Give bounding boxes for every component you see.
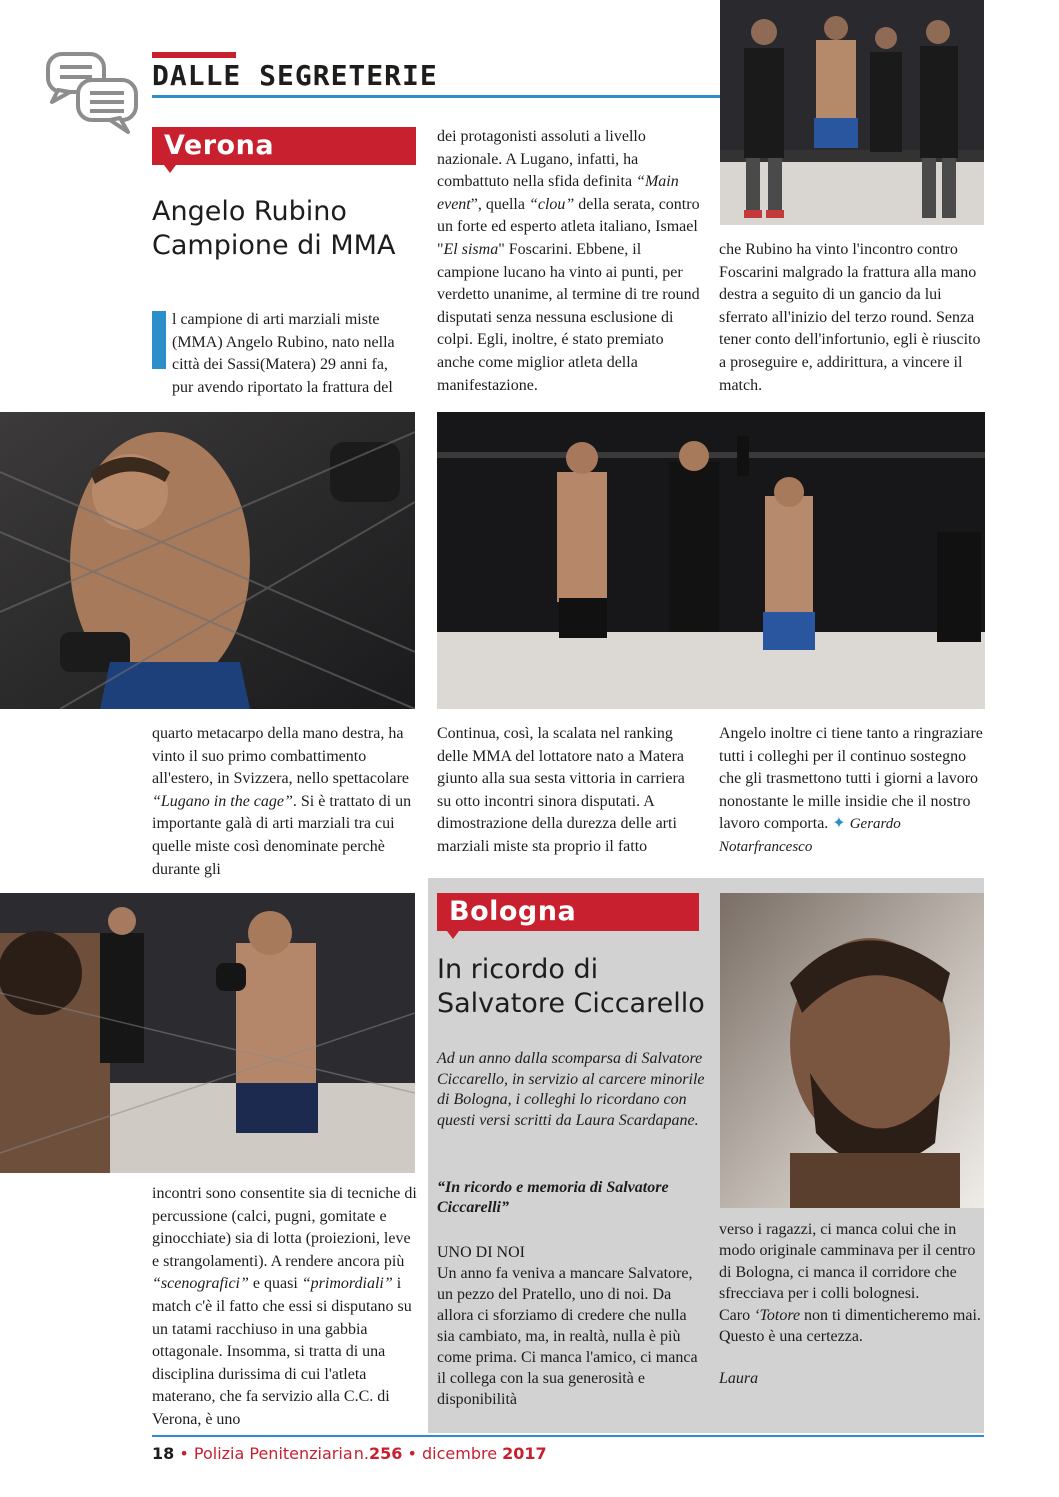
issue-prefix: n. (353, 1444, 369, 1463)
poem-heading: UNO DI NOI (437, 1244, 525, 1261)
tag-pointer (447, 931, 459, 939)
bologna-intro (437, 1049, 707, 1131)
footer-separator: • (407, 1444, 417, 1463)
page-number: 18 (152, 1444, 175, 1463)
verona-col1-top-text: l campione di arti marziali miste (MMA) Angelo Rubino, nato nella città dei Sassi(Matera) 29 anni fa, pur avendo riportato la frattura del (172, 311, 395, 396)
text-run: incontri sono consentite sia di tecniche di percussione (calci, pugni, gomitate e ginocchiate) sia di lotta (proiezioni, leve e strangolamenti). A rendere ancora più (152, 1185, 417, 1270)
text-run: " Foscarini. Ebbene, il campione lucano ha vinto ai punti, per verdetto unanime, al termine di tre round disputati senza nessuna esclusione di colpi. Egli, inoltre, é stato premiato anche come miglior atleta della manifestazione. (437, 240, 700, 394)
salvatore-portrait-photo (720, 893, 984, 1208)
issue-year: 2017 (502, 1444, 547, 1463)
chat-bubbles-icon (44, 50, 140, 136)
magazine-name: Polizia Penitenziaria (193, 1444, 353, 1463)
author-diamond-icon: ✦ (832, 815, 846, 833)
tag-pointer (164, 165, 176, 173)
bologna-title-line2: Salvatore Ciccarello (437, 988, 705, 1019)
section-tag-bologna: Bologna (437, 893, 699, 931)
verona-title-line1: Angelo Rubino (152, 196, 347, 227)
bologna-intro-text: Ad un anno dalla scomparsa di Salvatore Ciccarello, in servizio al carcere minorile di Bologna, i colleghi lo ricordano con questi versi scritti da Laura Scardapane. (437, 1050, 705, 1129)
verona-title (152, 195, 395, 263)
verona-col2-mid-text: Continua, così, la scalata nel ranking delle MMA del lottatore nato a Matera giunto alla sua sesta vittoria in carriera su otto incontri sinora disputati. A dimostrazione della durezza delle arti marziali miste sta proprio il fatto (437, 725, 685, 855)
poem-body-text: Un anno fa veniva a mancare Salvatore, un pezzo del Pratello, uno di noi. Da allora ci sforziamo di credere che nulla sia cambiato, ma, in realtà, nulla è più come prima. Ci manca l'amico, ci manca il collega con la sua generosità e disponibilità (437, 1265, 698, 1408)
issue-number: 256 (368, 1444, 403, 1463)
footer-rule (152, 1435, 984, 1437)
text-run: ‘Totore (754, 1306, 801, 1324)
text-run: dei protagonisti assoluti a livello nazionale. A Lugano, infatti, ha combattuto nella sfida definita (437, 128, 646, 191)
bologna-title-line1: In ricordo di (437, 954, 599, 985)
text-run: quarto metacarpo della mano destra, ha vinto il suo primo combattimento all'estero, in Svizzera, nello spettacolare (152, 725, 409, 788)
text-run-line (719, 1305, 989, 1326)
text-run: “Lugano in the cage” (152, 792, 293, 810)
verona-col2-top (437, 126, 703, 397)
header-rule (152, 95, 720, 98)
section-title: DALLE SEGRETERIE (152, 59, 438, 92)
text-run: della serata, contro un forte ed esperto atleta italiano, Ismael " (437, 195, 700, 258)
section-tag-verona: Verona (152, 127, 416, 165)
text-run: verso i ragazzi, ci manca colui che in modo originale camminava per il centro di Bologna, ci manca il corridore che sfrecciava per i colli bolognesi. (719, 1221, 976, 1303)
fighters-in-cage-photo (0, 893, 415, 1173)
verona-col1-mid (152, 723, 412, 881)
text-run: “primordiali” (301, 1275, 393, 1293)
referee-victory-photo (437, 412, 985, 709)
drop-cap-bar (152, 311, 166, 369)
text-run: . Si è trattato di un importante galà di arti marziali tra cui quelle miste così denominate perchè durante gli (152, 792, 412, 878)
text-run: non ti dimenticheremo mai. (800, 1306, 981, 1324)
signature: Laura (719, 1370, 759, 1388)
footer (152, 1444, 547, 1464)
text-run: ”, quella (470, 195, 529, 213)
team-photo-cage (720, 0, 984, 225)
issue-month: dicembre (421, 1444, 498, 1463)
poem-title-text: “In ricordo e memoria di Salvatore Ciccarelli” (437, 1179, 669, 1216)
text-run: i match c'è il fatto che essi si disputano su un tatami racchiuso in una gabbia ottagonale. Insomma, si tratta di una disciplina durissima di cui l'atleta materano, che fa servizio alla C.C. di Verona, è uno (152, 1275, 412, 1428)
verona-col2-mid (437, 723, 703, 859)
text-run: El sisma (443, 240, 499, 258)
verona-title-line2: Campione di MMA (152, 230, 396, 261)
text-run: “clou” (528, 195, 575, 213)
fighter-punch-photo (0, 412, 415, 709)
poem-body (437, 1242, 707, 1410)
text-run: Questo è una certezza. (719, 1328, 863, 1346)
text-run: Caro (719, 1306, 755, 1324)
verona-col3-top-text: che Rubino ha vinto l'incontro contro Foscarini malgrado la frattura alla mano destra a seguito di un gancio da lui sferrato all'inizio del terzo round. Senza tener conto dell'infortunio, egli è riuscito a proseguire e, addirittura, a vincere il match. (719, 241, 981, 394)
text-run: “scenografici” (152, 1275, 249, 1293)
verona-col3-mid (719, 723, 989, 859)
verona-col3-top (719, 239, 989, 397)
verona-col1-bot (152, 1183, 418, 1432)
footer-separator: • (179, 1444, 189, 1463)
poem-title (437, 1178, 707, 1218)
text-run: e quasi (248, 1275, 302, 1293)
bologna-col2 (719, 1219, 989, 1390)
article-author: Gerardo Notarfrancesco (719, 816, 901, 855)
verona-col1-top (172, 309, 398, 399)
verona-col3-mid-text: Angelo inoltre ci tiene tanto a ringraziare tutti i colleghi per il continuo sostegno che gli trasmettono tutti i giorni a lavoro nonostante le mille insidie che il nostro lavoro comporta. (719, 725, 983, 833)
bologna-title (437, 953, 705, 1021)
text-run: “Main event (437, 173, 679, 213)
